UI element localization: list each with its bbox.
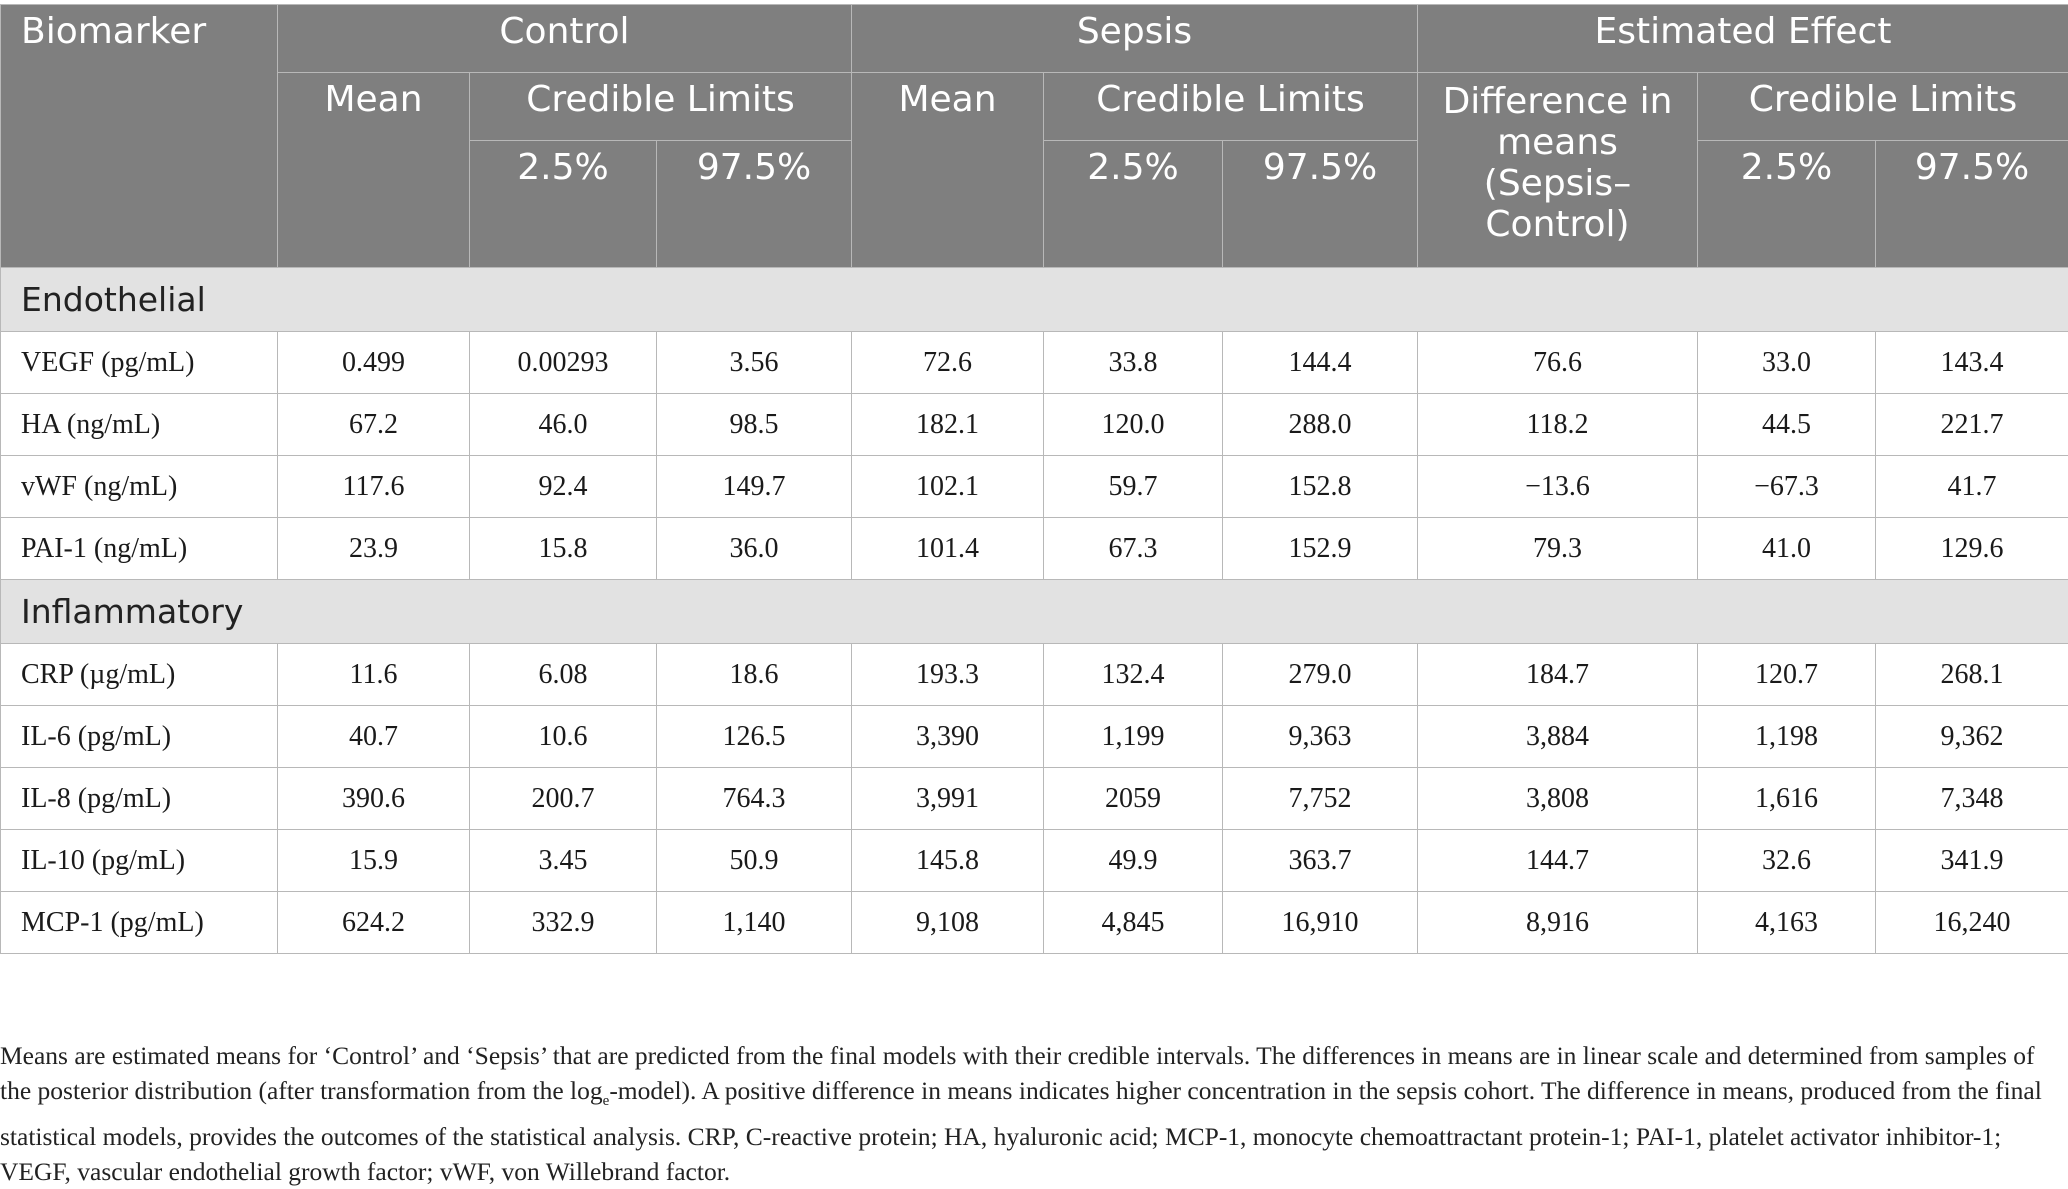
difference-mean-cell: 118.2	[1418, 394, 1698, 456]
biomarker-name-cell: vWF (ng/mL)	[1, 456, 278, 518]
biomarker-name-cell: IL-8 (pg/mL)	[1, 768, 278, 830]
difference-lower-cell: 1,198	[1698, 706, 1876, 768]
difference-upper-cell: 7,348	[1876, 768, 2068, 830]
biomarker-table	[0, 4, 2068, 954]
difference-lower-cell: 120.7	[1698, 644, 1876, 706]
difference-upper-cell: 143.4	[1876, 332, 2068, 394]
biomarker-name-cell: IL-6 (pg/mL)	[1, 706, 278, 768]
sepsis-upper-cell: 288.0	[1223, 394, 1418, 456]
sepsis-upper-cell: 363.7	[1223, 830, 1418, 892]
difference-upper-cell: 9,362	[1876, 706, 2068, 768]
table-row	[1, 644, 2068, 706]
control-header: Control	[278, 5, 852, 73]
difference-mean-cell: 79.3	[1418, 518, 1698, 580]
difference-upper-cell: 41.7	[1876, 456, 2068, 518]
control-lower-header: 2.5%	[470, 141, 657, 268]
control-lower-cell: 15.8	[470, 518, 657, 580]
difference-lower-cell: 44.5	[1698, 394, 1876, 456]
difference-upper-cell: 221.7	[1876, 394, 2068, 456]
control-upper-cell: 764.3	[657, 768, 852, 830]
difference-lower-cell: 4,163	[1698, 892, 1876, 954]
sepsis-mean-cell: 102.1	[852, 456, 1044, 518]
sepsis-lower-cell: 132.4	[1044, 644, 1223, 706]
sepsis-upper-cell: 279.0	[1223, 644, 1418, 706]
sepsis-lower-cell: 67.3	[1044, 518, 1223, 580]
table-row	[1, 518, 2068, 580]
control-mean-cell: 40.7	[278, 706, 470, 768]
control-mean-cell: 11.6	[278, 644, 470, 706]
sepsis-lower-cell: 4,845	[1044, 892, 1223, 954]
control-upper-cell: 18.6	[657, 644, 852, 706]
footnote-log-subscript: e	[603, 1093, 610, 1109]
table-row	[1, 394, 2068, 456]
control-upper-cell: 50.9	[657, 830, 852, 892]
sepsis-lower-header: 2.5%	[1044, 141, 1223, 268]
section-row	[1, 580, 2068, 644]
sepsis-mean-cell: 193.3	[852, 644, 1044, 706]
sepsis-upper-cell: 144.4	[1223, 332, 1418, 394]
control-mean-cell: 624.2	[278, 892, 470, 954]
control-mean-cell: 117.6	[278, 456, 470, 518]
table-row	[1, 456, 2068, 518]
effect-upper-header: 97.5%	[1876, 141, 2068, 268]
difference-in-means-header: Difference in means (Sepsis–Control)	[1418, 73, 1698, 268]
sepsis-lower-cell: 1,199	[1044, 706, 1223, 768]
difference-mean-cell: 3,884	[1418, 706, 1698, 768]
section-row	[1, 268, 2068, 332]
control-lower-cell: 6.08	[470, 644, 657, 706]
sepsis-lower-cell: 33.8	[1044, 332, 1223, 394]
control-mean-cell: 0.499	[278, 332, 470, 394]
sepsis-mean-header: Mean	[852, 73, 1044, 268]
control-mean-cell: 390.6	[278, 768, 470, 830]
difference-mean-cell: 76.6	[1418, 332, 1698, 394]
control-lower-cell: 200.7	[470, 768, 657, 830]
difference-mean-cell: 3,808	[1418, 768, 1698, 830]
biomarker-name-cell: MCP-1 (pg/mL)	[1, 892, 278, 954]
sepsis-mean-cell: 3,991	[852, 768, 1044, 830]
control-upper-cell: 126.5	[657, 706, 852, 768]
difference-mean-cell: 8,916	[1418, 892, 1698, 954]
sepsis-mean-cell: 101.4	[852, 518, 1044, 580]
sepsis-upper-cell: 7,752	[1223, 768, 1418, 830]
table-footnote	[0, 1038, 2050, 1189]
table-row	[1, 332, 2068, 394]
footnote-text-1: Means are estimated means for ‘Control’ and ‘Sepsis’ that are predicted from the final models with their credible intervals. The differences in means are in linear scale and determined from samples of the posterior distribution (after transformation from the log	[0, 1041, 2035, 1105]
biomarker-name-cell: PAI-1 (ng/mL)	[1, 518, 278, 580]
difference-lower-cell: 32.6	[1698, 830, 1876, 892]
biomarker-header: Biomarker	[1, 5, 278, 268]
control-upper-cell: 1,140	[657, 892, 852, 954]
control-credible-limits-header: Credible Limits	[470, 73, 852, 141]
biomarker-name-cell: VEGF (pg/mL)	[1, 332, 278, 394]
difference-upper-cell: 16,240	[1876, 892, 2068, 954]
sepsis-header: Sepsis	[852, 5, 1418, 73]
difference-mean-cell: 144.7	[1418, 830, 1698, 892]
sepsis-upper-cell: 9,363	[1223, 706, 1418, 768]
sepsis-mean-cell: 3,390	[852, 706, 1044, 768]
sepsis-lower-cell: 49.9	[1044, 830, 1223, 892]
control-upper-cell: 3.56	[657, 332, 852, 394]
sepsis-lower-cell: 59.7	[1044, 456, 1223, 518]
biomarker-name-cell: CRP (µg/mL)	[1, 644, 278, 706]
difference-mean-cell: −13.6	[1418, 456, 1698, 518]
difference-lower-cell: 41.0	[1698, 518, 1876, 580]
biomarker-name-cell: IL-10 (pg/mL)	[1, 830, 278, 892]
sepsis-upper-header: 97.5%	[1223, 141, 1418, 268]
effect-lower-header: 2.5%	[1698, 141, 1876, 268]
sepsis-lower-cell: 2059	[1044, 768, 1223, 830]
footnote-text-2: -model). A positive difference in means indicates higher concentration in the sepsis cohort. The difference in means, produced from the final statistical models, provides the outcomes of the statistical analysis. CRP, C-reactive protein; HA, hyaluronic acid; MCP-1, monocyte chemoattractant protein-1; PAI-1, platelet activator inhibitor-1; VEGF, vascular endothelial growth factor; vWF, von Willebrand factor.	[0, 1076, 2042, 1186]
sepsis-upper-cell: 152.9	[1223, 518, 1418, 580]
estimated-effect-header: Estimated Effect	[1418, 5, 2068, 73]
control-upper-header: 97.5%	[657, 141, 852, 268]
control-mean-header: Mean	[278, 73, 470, 268]
sepsis-mean-cell: 182.1	[852, 394, 1044, 456]
control-upper-cell: 36.0	[657, 518, 852, 580]
sepsis-upper-cell: 152.8	[1223, 456, 1418, 518]
control-lower-cell: 3.45	[470, 830, 657, 892]
difference-upper-cell: 341.9	[1876, 830, 2068, 892]
biomarker-name-cell: HA (ng/mL)	[1, 394, 278, 456]
table-header	[1, 5, 2068, 268]
difference-upper-cell: 268.1	[1876, 644, 2068, 706]
effect-credible-limits-header: Credible Limits	[1698, 73, 2068, 141]
sepsis-credible-limits-header: Credible Limits	[1044, 73, 1418, 141]
sepsis-mean-cell: 9,108	[852, 892, 1044, 954]
table-row	[1, 892, 2068, 954]
difference-lower-cell: 1,616	[1698, 768, 1876, 830]
control-mean-cell: 23.9	[278, 518, 470, 580]
section-title: Inflammatory	[1, 580, 2068, 644]
control-lower-cell: 46.0	[470, 394, 657, 456]
difference-mean-cell: 184.7	[1418, 644, 1698, 706]
control-upper-cell: 98.5	[657, 394, 852, 456]
control-upper-cell: 149.7	[657, 456, 852, 518]
difference-upper-cell: 129.6	[1876, 518, 2068, 580]
table-row	[1, 706, 2068, 768]
section-title: Endothelial	[1, 268, 2068, 332]
sepsis-mean-cell: 72.6	[852, 332, 1044, 394]
sepsis-lower-cell: 120.0	[1044, 394, 1223, 456]
control-lower-cell: 92.4	[470, 456, 657, 518]
table-body	[1, 268, 2068, 954]
control-mean-cell: 15.9	[278, 830, 470, 892]
difference-lower-cell: −67.3	[1698, 456, 1876, 518]
control-mean-cell: 67.2	[278, 394, 470, 456]
control-lower-cell: 0.00293	[470, 332, 657, 394]
table-row	[1, 768, 2068, 830]
control-lower-cell: 332.9	[470, 892, 657, 954]
difference-lower-cell: 33.0	[1698, 332, 1876, 394]
sepsis-mean-cell: 145.8	[852, 830, 1044, 892]
sepsis-upper-cell: 16,910	[1223, 892, 1418, 954]
control-lower-cell: 10.6	[470, 706, 657, 768]
table-row	[1, 830, 2068, 892]
